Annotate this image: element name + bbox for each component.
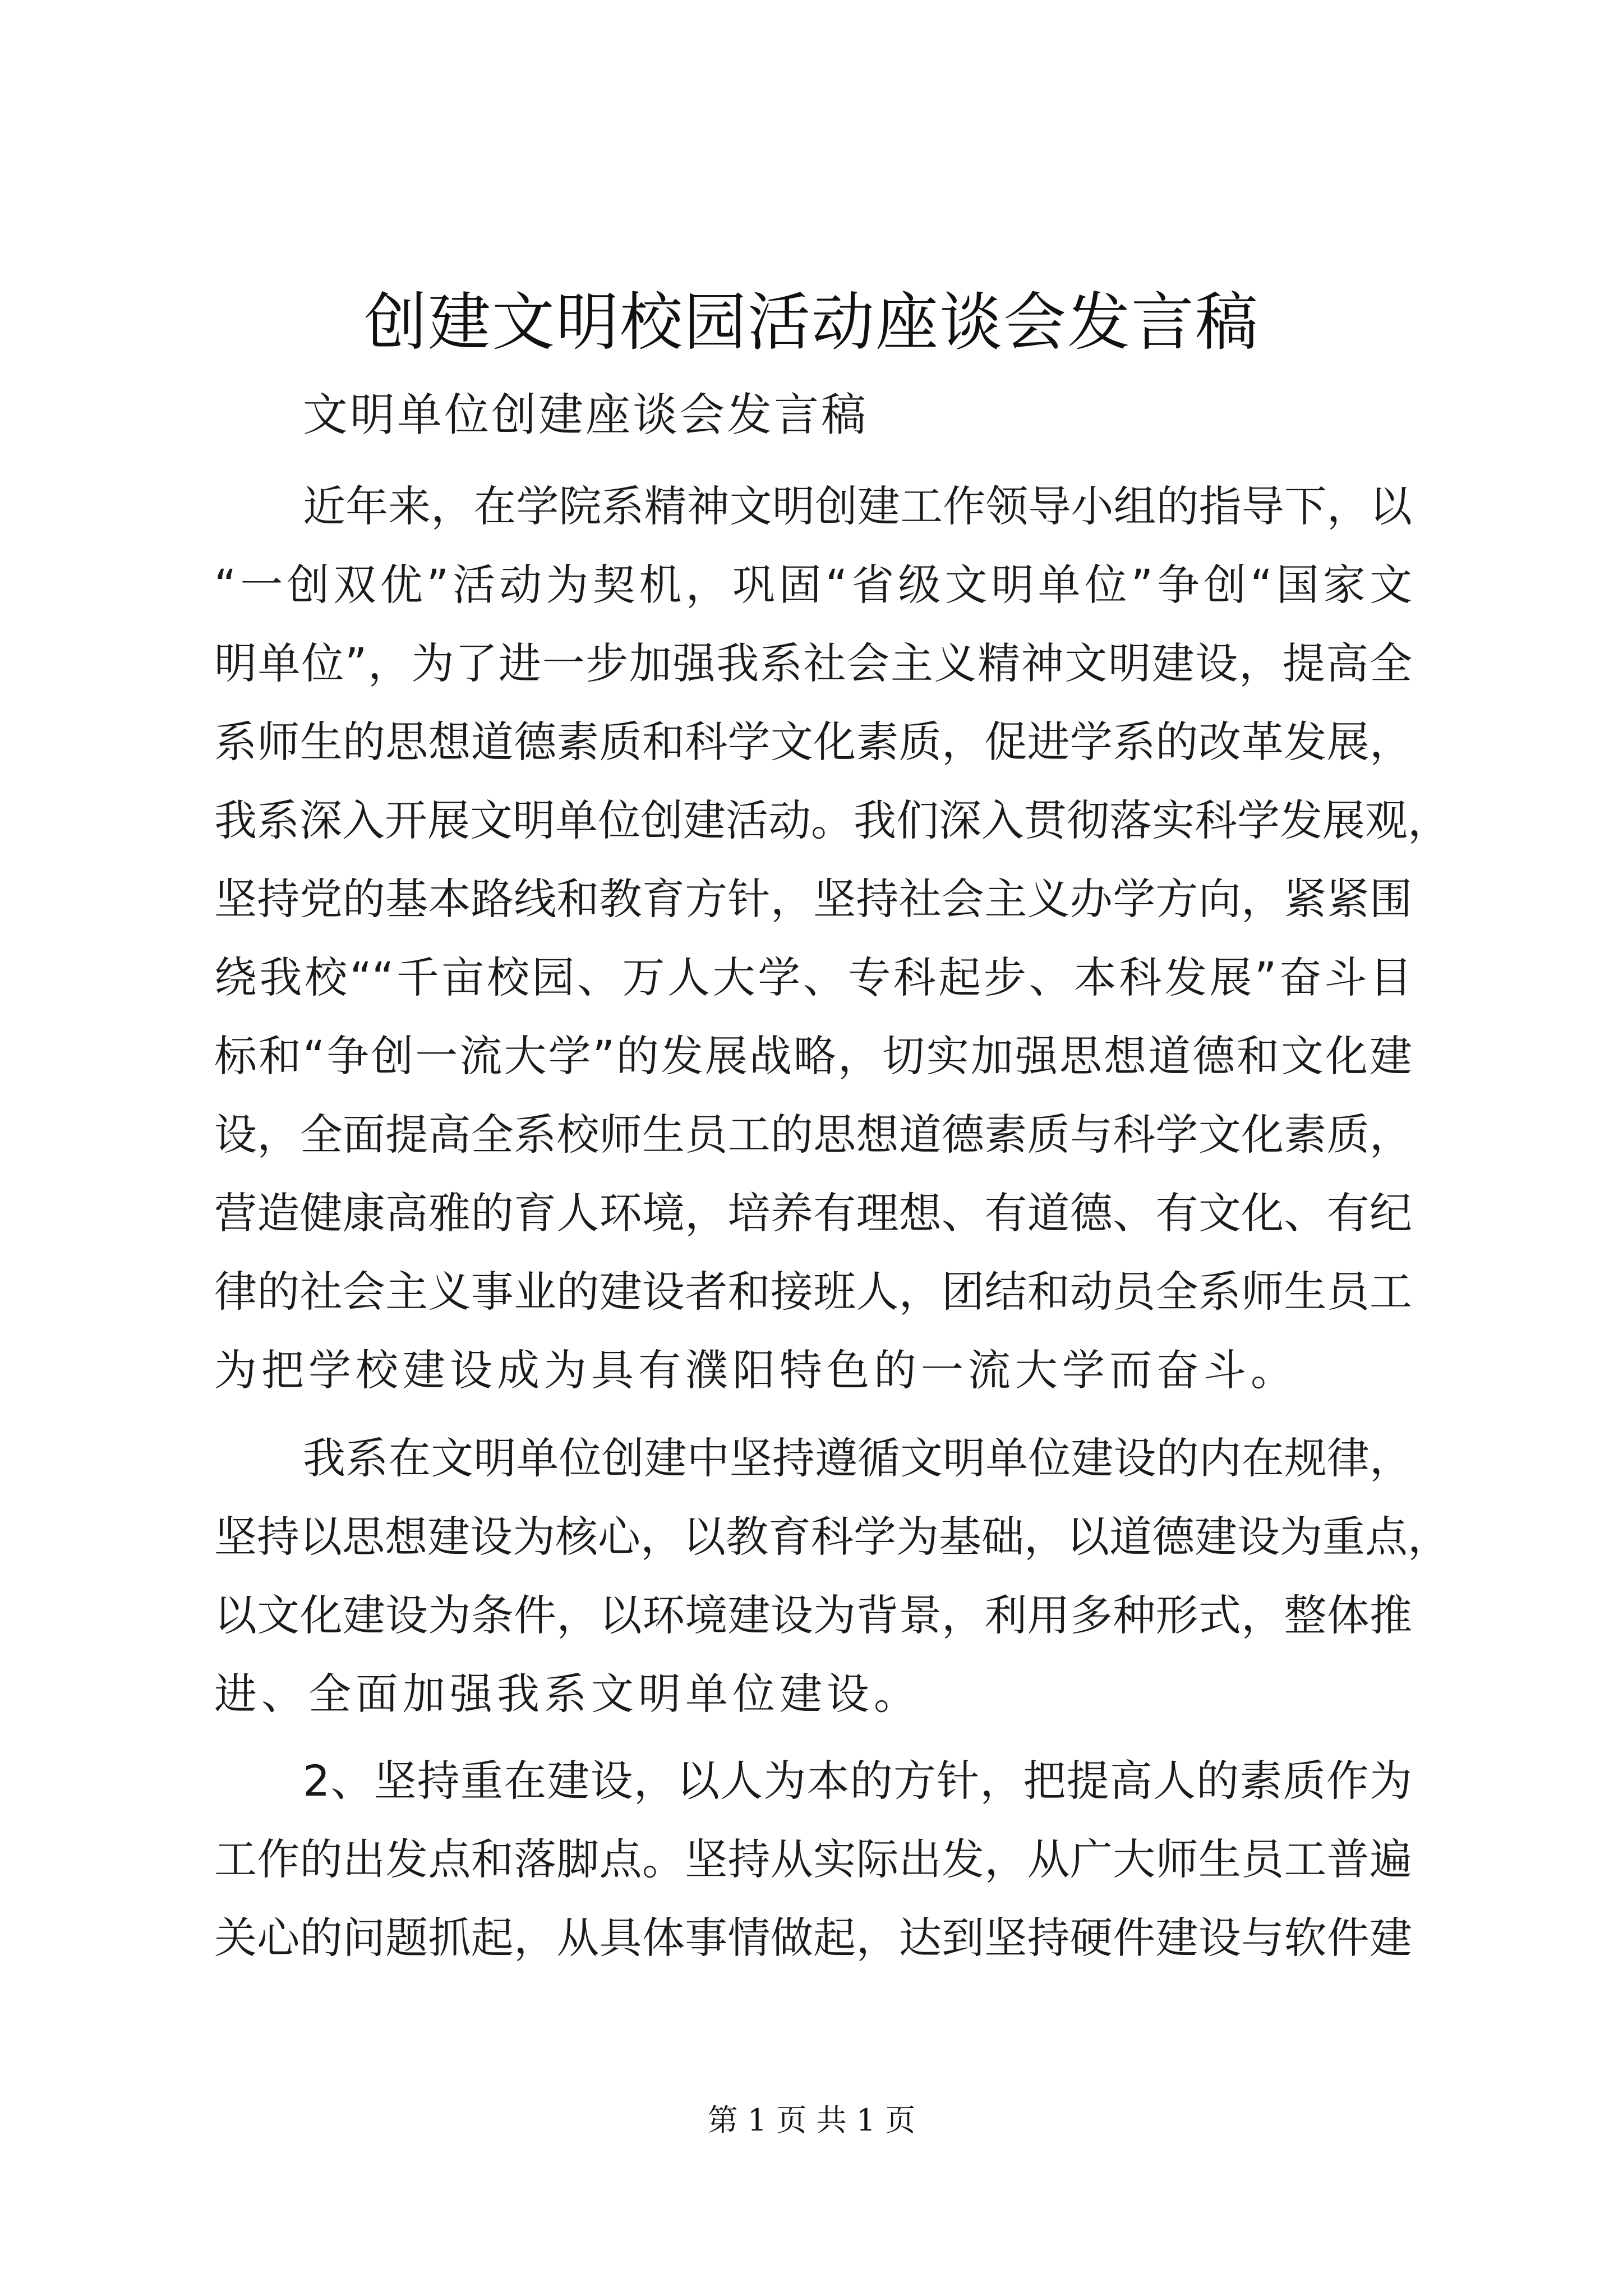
paragraph-1-line-8: 标和“争创一流大学”的发展战略，切实加强思想道德和文化建 xyxy=(214,1031,1412,1081)
paragraph-1-line-6: 坚持党的基本路线和教育方针，坚持社会主义办学方向，紧紧围 xyxy=(214,874,1412,924)
paragraph-1-line-12: 为把学校建设成为具有濮阳特色的一流大学而奋斗。 xyxy=(214,1345,1298,1395)
paragraph-2-line-3: 以文化建设为条件，以环境建设为背景，利用多种形式，整体推 xyxy=(214,1590,1412,1640)
paragraph-1-line-7: 绕我校““千亩校园、万人大学、专科起步、本科发展”奋斗目 xyxy=(214,953,1412,1002)
paragraph-1-line-3: 明单位”，为了进一步加强我系社会主义精神文明建设，提高全 xyxy=(214,638,1412,688)
paragraph-3-line-1: 2、坚持重在建设，以人为本的方针，把提高人的素质作为 xyxy=(303,1756,1412,1806)
paragraph-1-line-11: 律的社会主义事业的建设者和接班人，团结和动员全系师生员工 xyxy=(214,1267,1412,1317)
paragraph-1-line-1: 近年来，在学院系精神文明创建工作领导小组的指导下，以 xyxy=(303,481,1412,531)
document-subtitle: 文明单位创建座谈会发言稿 xyxy=(303,389,868,441)
document-title: 创建文明校园活动座谈会发言稿 xyxy=(364,286,1259,359)
paragraph-1-line-5: 我系深入开展文明单位创建活动。我们深入贯彻落实科学发展观， xyxy=(214,795,1450,845)
paragraph-2-line-1: 我系在文明单位创建中坚持遵循文明单位建设的内在规律， xyxy=(303,1433,1412,1483)
paragraph-1-line-2: “一创双优”活动为契机，巩固“省级文明单位”争创“国家文 xyxy=(214,560,1412,610)
paragraph-1-line-4: 系师生的思想道德素质和科学文化素质，促进学系的改革发展， xyxy=(214,717,1412,767)
paragraph-1-line-9: 设，全面提高全系校师生员工的思想道德素质与科学文化素质， xyxy=(214,1110,1412,1159)
page-number-footer: 第 1 页 共 1 页 xyxy=(707,2102,916,2138)
paragraph-2-line-4: 进、全面加强我系文明单位建设。 xyxy=(214,1669,921,1719)
paragraph-2-line-2: 坚持以思想建设为核心，以教育科学为基础，以道德建设为重点， xyxy=(214,1512,1450,1562)
paragraph-1-line-10: 营造健康高雅的育人环境，培养有理想、有道德、有文化、有纪 xyxy=(214,1188,1412,1238)
paragraph-3-line-3: 关心的问题抓起，从具体事情做起，达到坚持硬件建设与软件建 xyxy=(214,1913,1412,1963)
paragraph-3-line-2: 工作的出发点和落脚点。坚持从实际出发，从广大师生员工普遍 xyxy=(214,1834,1412,1884)
